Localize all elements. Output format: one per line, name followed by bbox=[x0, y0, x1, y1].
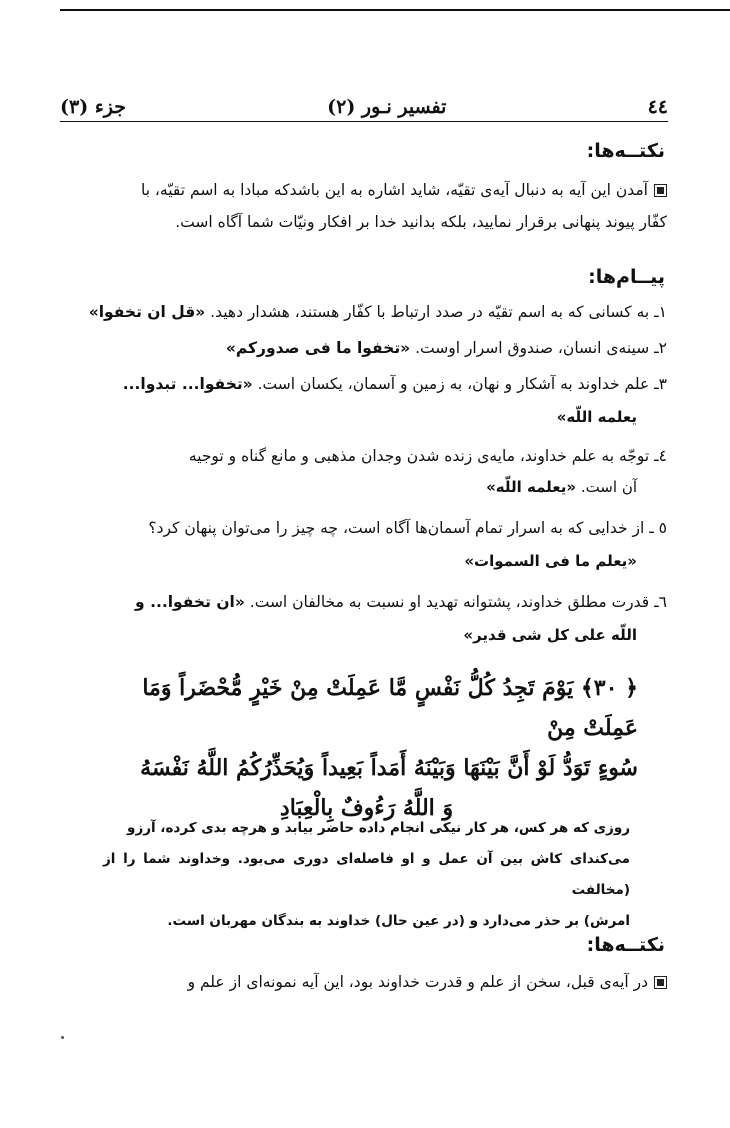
message-item-5 bbox=[58, 512, 667, 544]
verse-number: ﴿ ۳۰﴾ bbox=[580, 675, 638, 701]
message-text: ۳ـ علم خداوند به آشکار و نهان، به زمین و آسمان، یکسان است. bbox=[252, 375, 667, 393]
translation-line-1: روزی که هر کس، هر کار نیکی انجام داده حاضر بیابد و هرچه بدی کرده، آرزو bbox=[127, 820, 630, 836]
message-text: ۲ـ سینه‌ی انسان، صندوق اسرار اوست. bbox=[410, 339, 667, 357]
message-item-2 bbox=[58, 332, 667, 364]
message-item-6-continuation: اللّه علی کل شی قدیر» bbox=[463, 626, 637, 644]
notes-line-2: کفّار پیوند پنهانی برقرار نمایید، بلکه بدانید خدا بر افکار ونیّات شما آگاه است. bbox=[175, 213, 667, 231]
message-item-6 bbox=[58, 586, 667, 618]
message-item-4-continuation bbox=[486, 478, 637, 496]
message-quote: «تخفوا ما فی صدورکم» bbox=[225, 339, 411, 357]
translation-line-3: امرش) بر حذر می‌دارد و (در عین حال) خداوند به بندگان مهربان است. bbox=[167, 913, 630, 929]
notes-heading: نکتــه‌ها: bbox=[586, 140, 665, 162]
verse-line-1: یَوْمَ تَجِدُ كُلُّ نَفْسٍ مَّا عَمِلَتْ مِنْ خَيْرٍ مُّحْضَراً وَمَا عَمِلَتْ مِنْ bbox=[142, 675, 638, 741]
margin-dot bbox=[61, 1036, 64, 1039]
square-bullet-icon bbox=[654, 976, 667, 989]
message-quote: «یعلمه اللّه» bbox=[486, 478, 577, 496]
notes-2-line-1: در آیه‌ی قبل، سخن از علم و قدرت خداوند بود، این آیه نمونه‌ای از علم و bbox=[187, 973, 648, 991]
message-quote: «ان تخفوا... و bbox=[135, 593, 245, 611]
message-text: ۱ـ به کسانی که به اسم تقیّه در صدد ارتباط با کفّار هستند، هشدار دهید. bbox=[205, 303, 667, 321]
translation-line-2: می‌کندای کاش بین آن عمل و او فاصله‌ای دوری می‌بود. وخداوند شما را از (مخالفت bbox=[103, 851, 630, 898]
page-number: ٤٤ bbox=[647, 96, 668, 118]
message-item-3 bbox=[58, 368, 667, 400]
message-item-4 bbox=[58, 440, 667, 472]
page-header bbox=[60, 88, 668, 118]
message-item-1 bbox=[58, 296, 667, 328]
message-quote: «قل ان تخفوا» bbox=[88, 303, 206, 321]
notes-heading-2: نکتــه‌ها: bbox=[586, 934, 665, 956]
message-text-continuation: آن است. bbox=[576, 478, 637, 496]
verse-line-3: وَ اللَّهُ رَءُوفٌ بِالْعِبَادِ bbox=[279, 795, 454, 821]
verse-translation bbox=[103, 813, 630, 937]
verse-line-2: سُوءٍ تَوَدُّ لَوْ أَنَّ بَيْنَهَا وَبَيْنَهُ أَمَداً بَعِيداً وَيُحَذِّرُكُمُ اللَّهُ نَفْسَهُ bbox=[140, 755, 638, 781]
part-label: جزء (۳) bbox=[60, 96, 126, 118]
message-text: ٥ ـ از خدایی که به اسرار تمام آسمان‌ها آگاه است، چه چیز را می‌توان پنهان کرد؟ bbox=[148, 519, 667, 537]
book-title: تفسیر نـور (۲) bbox=[327, 96, 447, 118]
message-text: ٦ـ قدرت مطلق خداوند، پشتوانه تهدید او نسبت به مخالفان است. bbox=[244, 593, 667, 611]
message-item-3-continuation: یعلمه اللّه» bbox=[556, 408, 637, 426]
quran-verse bbox=[95, 668, 638, 828]
square-bullet-icon bbox=[654, 184, 667, 197]
message-item-5-continuation: «یعلم ما فی السموات» bbox=[464, 552, 637, 570]
header-rule bbox=[60, 121, 668, 122]
message-quote: «تخفوا... تبدوا... bbox=[122, 375, 253, 393]
notes-paragraph-2 bbox=[58, 966, 667, 998]
messages-heading: پیــام‌ها: bbox=[588, 266, 665, 288]
message-text: ٤ـ توجّه به علم خداوند، مایه‌ی زنده شدن وجدان مذهبی و مانع گناه و توجیه bbox=[188, 447, 667, 465]
notes-paragraph bbox=[58, 174, 667, 238]
notes-line-1: آمدن این آیه به دنبال آیه‌ی تقیّه، شاید اشاره به این باشدکه مبادا به اسم تقیّه، با bbox=[140, 181, 648, 199]
top-rule bbox=[60, 9, 730, 11]
